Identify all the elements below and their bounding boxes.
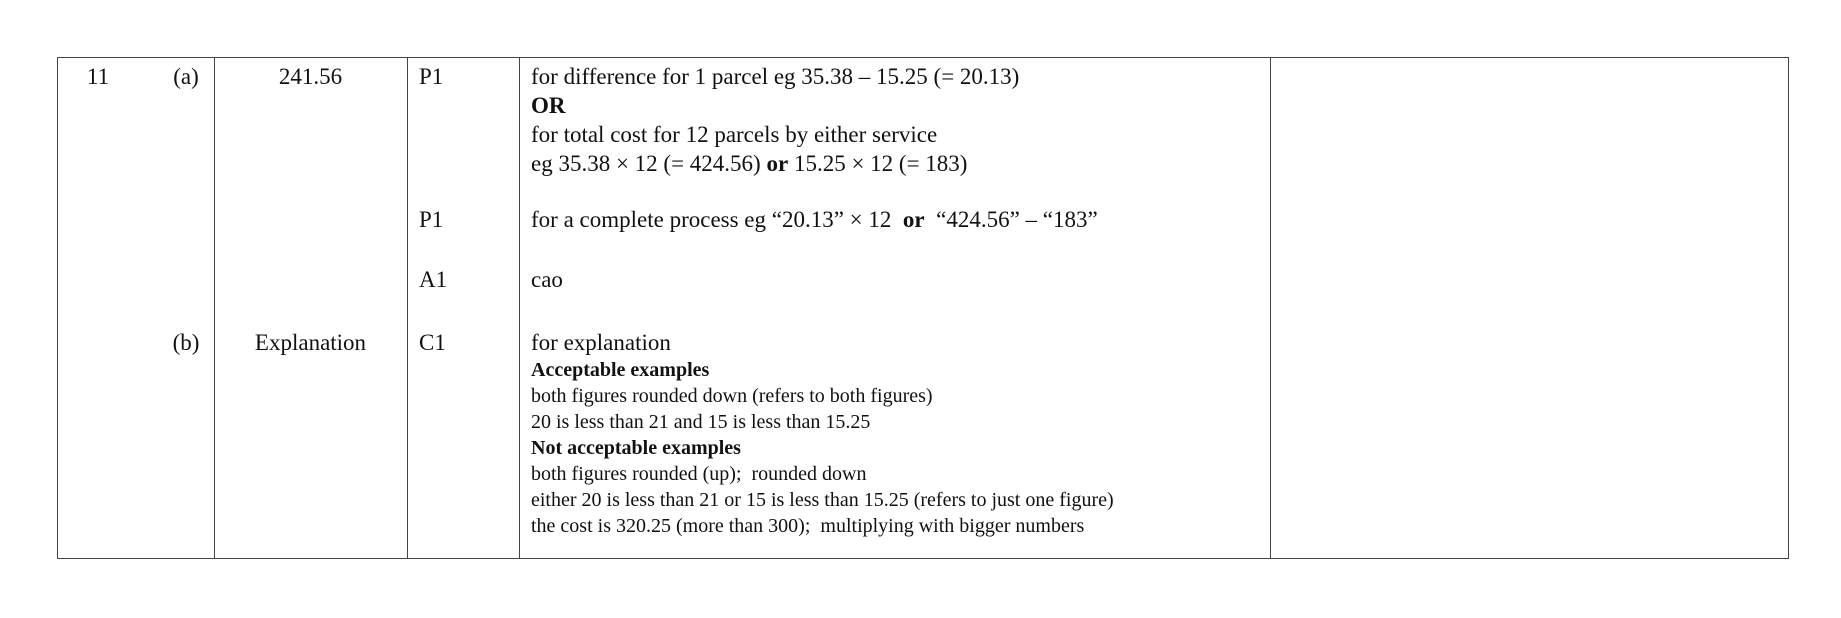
not-acceptable-example: either 20 is less than 21 or 15 is less than 15.25 (refers to just one figure) [531, 489, 1114, 511]
part-label-b: (b) [172, 330, 200, 355]
guidance-or: OR [531, 93, 566, 118]
text-segment: eg 35.38 × 12 (= 424.56) [531, 151, 767, 176]
not-acceptable-example: both figures rounded (up); rounded down [531, 463, 867, 485]
guidance-a-p2 [531, 205, 1098, 234]
text-segment: 15.25 × 12 (= 183) [788, 151, 968, 176]
mark-code: P1 [419, 64, 444, 89]
guidance-b-c1 [531, 328, 1114, 539]
text-segment: “424.56” – “183” [924, 207, 1098, 232]
column-divider [407, 58, 408, 558]
guidance-a-a1: cao [531, 267, 563, 292]
mark-code: C1 [419, 330, 446, 355]
text-segment: for a complete process eg “20.13” × 12 [531, 207, 903, 232]
mark-code: A1 [419, 267, 448, 292]
mark-scheme-table [57, 57, 1789, 559]
answer-a: 241.56 [278, 64, 343, 89]
text-or: or [902, 207, 925, 232]
question-number: 11 [86, 64, 110, 89]
acceptable-heading: Acceptable examples [531, 359, 710, 381]
acceptable-example: 20 is less than 21 and 15 is less than 15.25 [531, 411, 871, 433]
not-acceptable-example: the cost is 320.25 (more than 300); multiplying with bigger numbers [531, 515, 1085, 537]
acceptable-example: both figures rounded down (refers to both figures) [531, 385, 933, 407]
guidance-line: for explanation [531, 330, 671, 355]
mark-code: P1 [419, 207, 444, 232]
answer-b: Explanation [254, 330, 367, 355]
not-acceptable-heading: Not acceptable examples [531, 437, 741, 459]
guidance-line: for total cost for 12 parcels by either service [531, 122, 938, 147]
text-or: or [766, 151, 789, 176]
guidance-line [531, 149, 1019, 178]
guidance-line: for difference for 1 parcel eg 35.38 – 15.25 (= 20.13) [531, 64, 1020, 89]
part-label-a: (a) [173, 64, 199, 89]
guidance-line [531, 205, 1098, 234]
column-divider [214, 58, 215, 558]
column-divider [519, 58, 520, 558]
column-divider [1270, 58, 1271, 558]
guidance-a-p1 [531, 62, 1019, 178]
